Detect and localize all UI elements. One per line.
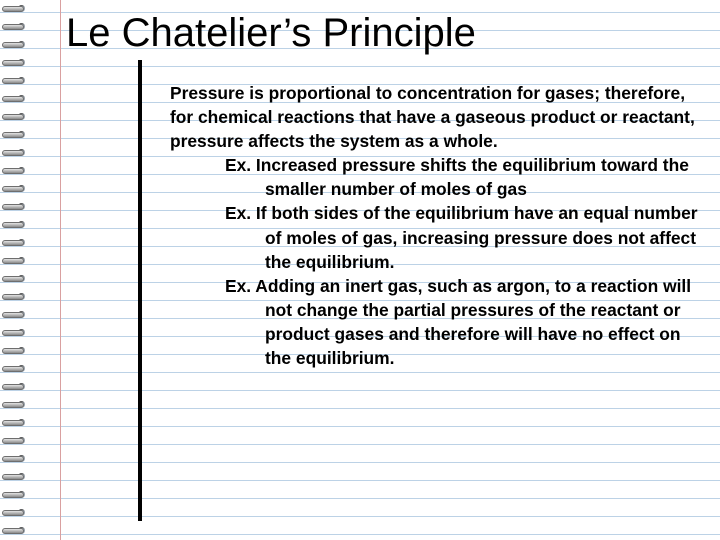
spiral-ring-icon <box>2 256 28 265</box>
margin-line <box>60 0 61 540</box>
binding-wire <box>2 114 24 120</box>
spiral-ring-icon <box>2 292 28 301</box>
slide-body <box>170 81 700 370</box>
binding-wire <box>2 222 24 228</box>
binding-wire <box>2 330 24 336</box>
binding-wire <box>2 402 24 408</box>
spiral-ring-icon <box>2 76 28 85</box>
spiral-ring-icon <box>2 112 28 121</box>
spiral-ring-icon <box>2 238 28 247</box>
binding-wire <box>2 168 24 174</box>
binding-wire <box>2 420 24 426</box>
slide-title: Le Chatelier’s Principle <box>66 11 476 55</box>
binding-wire <box>2 240 24 246</box>
spiral-ring-icon <box>2 508 28 517</box>
binding-wire <box>2 312 24 318</box>
binding-wire <box>2 60 24 66</box>
example-2: Ex. If both sides of the equilibrium have an equal number of moles of gas, increasing pressure does not affect the equilibrium. <box>225 203 698 272</box>
binding-wire <box>2 258 24 264</box>
spiral-ring-icon <box>2 4 28 13</box>
spiral-ring-icon <box>2 58 28 67</box>
intro-paragraph: Pressure is proportional to concentration for gases; therefore, for chemical reactions that have a gaseous product or reactant, pressure affects the system as a whole. <box>170 83 695 152</box>
binding-wire <box>2 6 24 12</box>
spiral-ring-icon <box>2 220 28 229</box>
spiral-ring-icon <box>2 364 28 373</box>
spiral-ring-icon <box>2 472 28 481</box>
binding-wire <box>2 438 24 444</box>
binding-wire <box>2 150 24 156</box>
spiral-ring-icon <box>2 328 28 337</box>
binding-wire <box>2 528 24 534</box>
spiral-binding <box>0 0 34 540</box>
binding-wire <box>2 24 24 30</box>
spiral-ring-icon <box>2 22 28 31</box>
spiral-ring-icon <box>2 436 28 445</box>
spiral-ring-icon <box>2 382 28 391</box>
spiral-ring-icon <box>2 94 28 103</box>
binding-wire <box>2 186 24 192</box>
binding-wire <box>2 294 24 300</box>
spiral-ring-icon <box>2 202 28 211</box>
binding-wire <box>2 366 24 372</box>
spiral-ring-icon <box>2 40 28 49</box>
binding-wire <box>2 96 24 102</box>
spiral-ring-icon <box>2 130 28 139</box>
binding-wire <box>2 510 24 516</box>
vertical-divider <box>138 60 142 521</box>
binding-wire <box>2 456 24 462</box>
example-3: Ex. Adding an inert gas, such as argon, to a reaction will not change the partial pressures of the reactant or product gases and therefore will have no effect on the equilibrium. <box>225 275 692 369</box>
spiral-ring-icon <box>2 400 28 409</box>
spiral-ring-icon <box>2 184 28 193</box>
binding-wire <box>2 132 24 138</box>
binding-wire <box>2 492 24 498</box>
spiral-ring-icon <box>2 454 28 463</box>
example-1: Ex. Increased pressure shifts the equilibrium toward the smaller number of moles of gas <box>225 155 689 200</box>
spiral-ring-icon <box>2 490 28 499</box>
binding-wire <box>2 78 24 84</box>
spiral-ring-icon <box>2 166 28 175</box>
binding-wire <box>2 276 24 282</box>
binding-wire <box>2 204 24 210</box>
spiral-ring-icon <box>2 310 28 319</box>
spiral-ring-icon <box>2 148 28 157</box>
spiral-ring-icon <box>2 346 28 355</box>
spiral-ring-icon <box>2 526 28 535</box>
binding-wire <box>2 348 24 354</box>
spiral-ring-icon <box>2 418 28 427</box>
binding-wire <box>2 384 24 390</box>
spiral-ring-icon <box>2 274 28 283</box>
binding-wire <box>2 42 24 48</box>
binding-wire <box>2 474 24 480</box>
